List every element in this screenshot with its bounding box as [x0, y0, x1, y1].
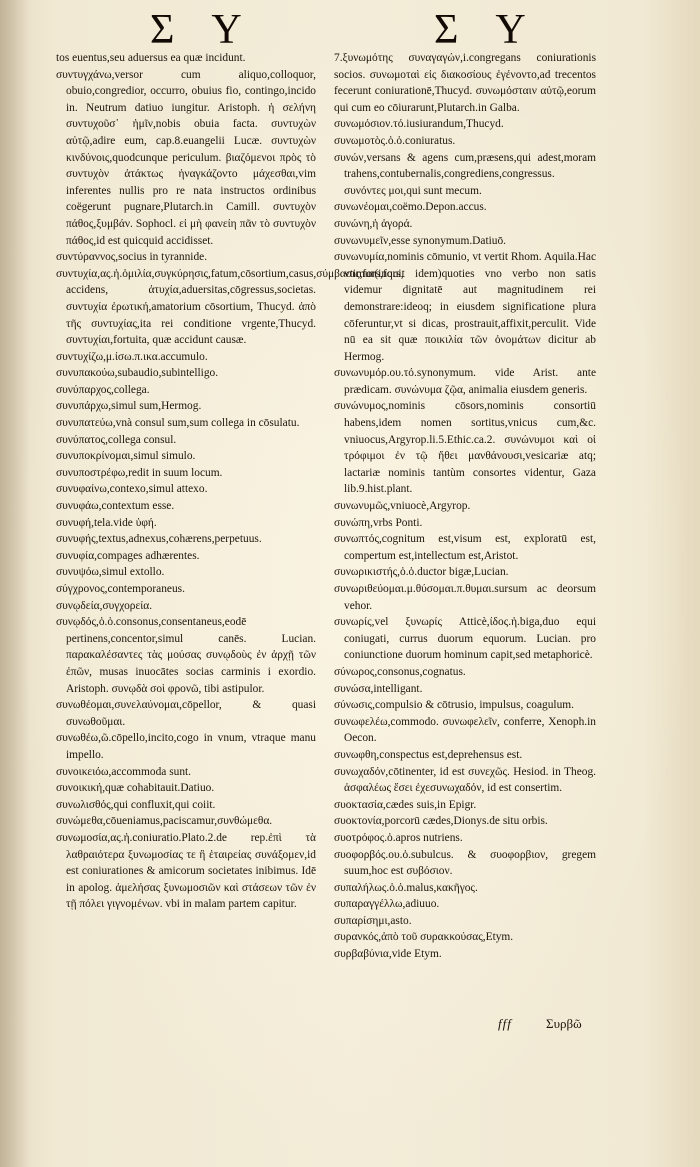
dictionary-entry: συνώμεθα,cōueniamus,paciscamur,συνθώμεθα.	[56, 815, 273, 828]
dictionary-entry: σύνωρος,consonus,cognatus.	[334, 665, 466, 678]
dictionary-entry: συνωνυμία,nominis cōmunio, vt vertit Rhom. Aquila.Hac vtimur(inquit idem)quoties vno verbo non satis videmur dignitatē aut magnitudinem rei demonstrare:ideoq; in eiusdem significatione plura cōferuntur,vt si dicas, prostrauit,affixit,perculit. Vide nū ea sit quæ ποικιλία τῶν ὀνομάτων dicitur ab Hermog.	[334, 251, 597, 363]
dictionary-entry: συνωλισθός,qui confluxit,qui coiit.	[56, 798, 216, 811]
dictionary-entry: συνυφία,compages adhærentes.	[56, 549, 200, 562]
dictionary-entry: συπαρίσημι,asto.	[334, 914, 412, 927]
signature-mark: fff	[498, 1016, 512, 1031]
running-head-left: Σ Υ	[150, 7, 256, 53]
dictionary-entry: συνοικική,quæ cohabitauit.Datiuo.	[56, 782, 215, 795]
dictionary-entry: συνώσα,intelligant.	[334, 682, 423, 695]
dictionary-entry: συνωπτός,cognitum est,visum est, exploratū est, compertum est,intellectum est,Aristot.	[334, 533, 596, 562]
dictionary-entry: συνυφάω,contextum esse.	[56, 500, 175, 513]
dictionary-entry: συνυφαίνω,contexo,simul attexo.	[56, 483, 208, 496]
dictionary-entry: συνωνυμῶς,vniuocè,Argyrop.	[334, 500, 471, 513]
dictionary-entry: συνυποκρίνομαι,simul simulo.	[56, 450, 196, 463]
catchword: Συρβῶ	[546, 1016, 582, 1031]
dictionary-entry: συνωνέομαι,coëmo.Depon.accus.	[334, 201, 487, 214]
dictionary-entry: συπαλήλως.ὁ.ὁ.malus,κακῆγος.	[334, 881, 478, 894]
dictionary-entry: συνῳδεία,συγχορεία.	[56, 599, 153, 612]
dictionary-entry: συοτρόφος.ὁ.apros nutriens.	[334, 831, 463, 844]
dictionary-entry: συνωμόσιον.τό.iusiurandum,Thucyd.	[334, 118, 504, 131]
dictionary-entry: συνωμοσία,ας.ἡ.coniuratio.Plato.2.de rep.ἐπὶ τὰ λαθραιότερα ξυνωμοσίας τε ἢ ἑταιρείας συνάξομεν,id est coniurationes & amicorum societates inibimus. Idē in apolog. ἀμελήσας ξυνωμοσιῶν καὶ στάσεων τῶν ἐν τῇ πόλει γιγνομένων. vbi in malam partem capitur.	[56, 831, 316, 911]
dictionary-entry: συνωφθη,conspectus est,deprehensus est.	[334, 748, 523, 761]
dictionary-entry: συνώνη,ἡ ἀγορά.	[334, 217, 413, 230]
dictionary-entry: συντύραννος,socius in tyrannide.	[56, 251, 208, 264]
dictionary-entry: συρβαβύνια,vide Etym.	[334, 948, 442, 961]
dictionary-entry: συντυχία,ας.ἡ.ὁμιλία,συγκύρησις,fatum,cōsortium,casus,σύμβασις,fors,fors, accidens, ἀτυχία,aduersitas,cōgressus,societas. συντυχία ἐρωτική,amatorium cōsortium, Thucyd. ἀπὸ τῆς συντυχίας,ita rei conditione vrgente,Thucyd. συντυχίαι,fortuita, quæ accidunt causæ.	[56, 267, 404, 347]
dictionary-entry: συνυφής,textus,adnexus,cohærens,perpetuus.	[56, 533, 262, 546]
dictionary-entry: συπαραγγέλλω,adiuuo.	[334, 898, 440, 911]
dictionary-entry: συνυποστρέφω,redit in suum locum.	[56, 466, 223, 479]
dictionary-entry: συνωμοτὸς.ὁ.ὁ.coniuratus.	[334, 134, 456, 147]
dictionary-entry: συρανκός,ἀπὸ τοῦ συρακκούσας,Etym.	[334, 931, 514, 944]
dictionary-entry: συνυπακούω,subaudio,subintelligo.	[56, 367, 219, 380]
dictionary-entry: συοφορβός.ου.ὁ.subulcus. & συοφορβιον, gregem suum,hoc est συβόσιον.	[334, 848, 596, 878]
dictionary-entry: συνοικειόω,accommoda sunt.	[56, 765, 192, 778]
dictionary-entry: συνωριθεύομαι.μ.θύσομαι.π.θυμαι.sursum ac deorsum vehor.	[334, 583, 596, 612]
dictionary-entry: συοκτασία,cædes suis,in Epigr.	[334, 798, 477, 811]
dictionary-entry: 7.ξυνωμότης συναγαγών,i.congregans coniurationis socios. συνωμοταὶ εἰς διακοσίους ἐγένοντο,ad trecentos fecerunt coniurationē,Thucyd. συνωμόσταιν αὐτῷ,eorum qui cum eo cōiurarunt,Plutarch.in Galba.	[334, 52, 596, 114]
dictionary-entry: συνώνυμος,nominis cōsors,nominis consortiū habens,idem nomen sortitus,vnicus cum,&c. vniuocus,Argyrop.li.5.Ethic.ca.2. συνώνυμοι καὶ οἱ τρόφιμοι ἐν τῷ ἤθει μανθάνουσι,vesicariæ atq; lactariæ nominis tantùm consortes videntur, Gaza lib.9.hist.plant.	[334, 400, 596, 496]
gutter-shadow	[0, 0, 30, 1167]
dictionary-entry: συνών,versans & agens cum,præsens,qui adest,moram trahens,contubernalis,congrediens,congressus. συνόντες μοι,qui sunt mecum.	[334, 151, 596, 197]
dictionary-entry: συντυχίζω,μ.ίσω.π.ικα.accumulo.	[56, 350, 208, 363]
dictionary-entry: συνυπάρχω,simul sum,Hermog.	[56, 400, 202, 413]
dictionary-entry: συοκτονία,porcorū cædes,Dionys.de situ orbis.	[334, 815, 548, 828]
dictionary-entry: συνωνυμεῖν,esse synonymum.Datiuō.	[334, 234, 507, 247]
dictionary-entry: συνωχαδόν,cōtinenter, id est συνεχῶς. Hesiod. in Theog. ἀσφαλέως ἔσει ἐχεσυνωχαδόν, id est consertim.	[334, 765, 596, 795]
dictionary-entry: σύνωσις,compulsio & cōtrusio, impulsus, coagulum.	[334, 699, 574, 712]
dictionary-entry: συνωφελέω,commodo. συνωφελεῖν, conferre, Xenoph.in Oecon.	[334, 715, 596, 745]
dictionary-entry: συνύπατος,collega consul.	[56, 433, 177, 446]
dictionary-entry: συνυφή,tela.vide ὑφή.	[56, 516, 157, 529]
dictionary-entry: συντυγχάνω,versor cum aliquo,colloquor, obuio,congredior, occurro, obuius fio, contingo,incido in. Neutrum datiuo iungitur. Aristoph. ἡ σελήνη συντυχοῦσ᾽ ἡμῖν,nobis obuia facta. συντυχὼν αὐτῷ,adire eum, cap.8.euangelii Lucæ. συντυχὼν κινδύνοις,quodcunque periculum. βιαζόμενοι πρὸς τὸ συντυχὸν ἀτάκτως ἠναγκάζοντο μάχεσθαι,vim inferentes nullis pro re nata instructos ordinibus coëgerunt pugnare,Plutarch.in Camill. συντυχὸν πάθος,ξυμβάν. Sophocl. εἰ μὴ φανείη πᾶν τὸ συντυχὸν πάθος,id est quicquid accidisset.	[56, 68, 316, 247]
running-head-right: Σ Υ	[434, 7, 540, 53]
dictionary-entry: συνωρίς,vel ξυνωρίς Atticè,ίδος.ἡ.biga,duo equi coniugati, currus duorum equorum. Lucian. pro coniunctione duorum hominum capit,sed metaphoricè.	[334, 616, 596, 662]
dictionary-entry: σύγχρονος,contemporaneus.	[56, 583, 185, 595]
dictionary-entry: συνῳδός,ὁ.ὁ.consonus,consentaneus,eodē pertinens,concentor,simul canēs. Lucian. παρακαλέσαντες τὰς μούσας συνῳδοὺς ἐν ἀρχῇ τῶν ἐπῶν, musas inuocātes socias carminis i exordio. Aristoph. συνῳδὰ σοὶ φρονῶ, tibi astipulor.	[56, 616, 316, 695]
dictionary-entry: tos euentus,seu aduersus ea quæ incidunt.	[56, 52, 246, 64]
dictionary-entry: συνυπατεύω,vnà consul sum,sum collega in cōsulatu.	[56, 417, 300, 430]
dictionary-entry: συνωνυμόρ.ου.τό.synonymum. vide Arist. ante prædicam. συνώνυμα ζῷα, animalia eiusdem generis.	[334, 367, 596, 396]
dictionary-entry: συνωθέω,ῶ.cōpello,incito,cogo in vnum, vtraque manu impello.	[56, 732, 316, 761]
dictionary-entry: συνυψόω,simul extollo.	[56, 566, 165, 579]
dictionary-entry: συνωρικιστής,ὁ.ὁ.ductor bigæ,Lucian.	[334, 566, 509, 579]
dictionary-entry: συνώπη,vrbs Ponti.	[334, 516, 423, 529]
dictionary-entry: συνωθέομαι,συνελαύνομαι,cōpellor, & quasi συνωθοῦμαι.	[56, 699, 316, 728]
dictionary-entry: συνύπαρχος,collega.	[56, 383, 150, 396]
right-column	[334, 50, 596, 963]
